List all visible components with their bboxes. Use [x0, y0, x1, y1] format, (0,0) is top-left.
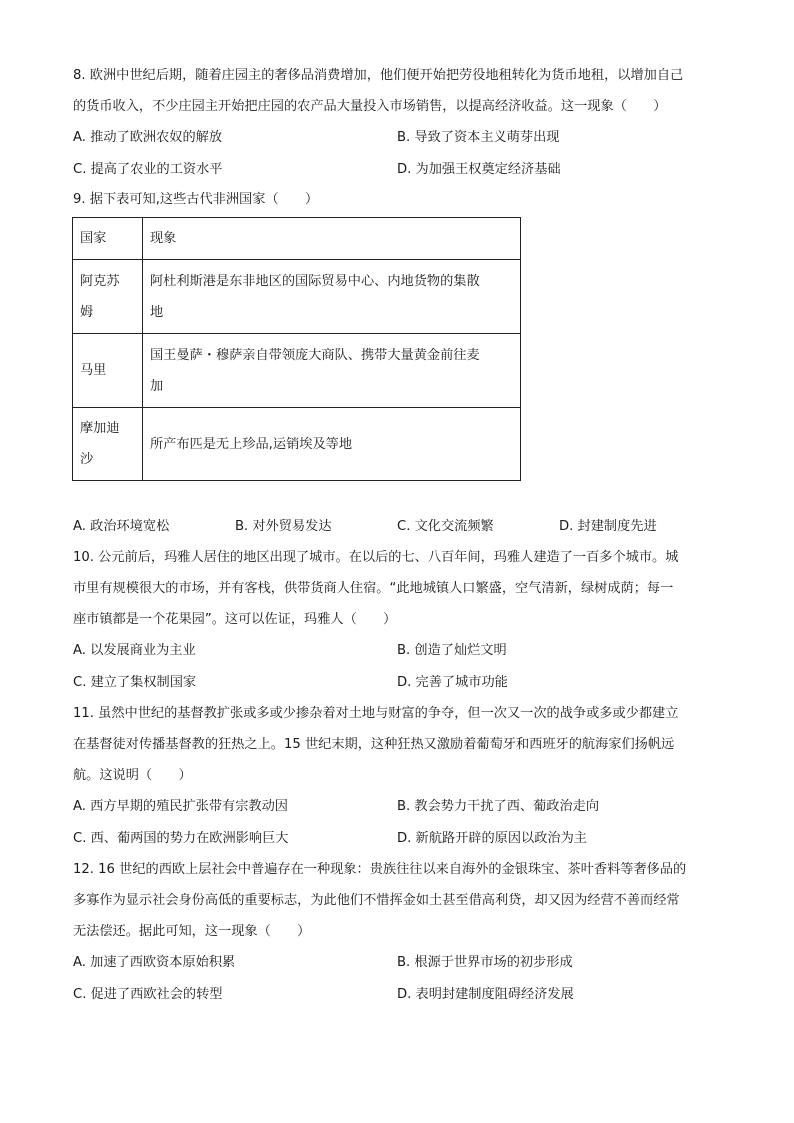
q12-stem-line1: 12. 16 世纪的西欧上层社会中普遍存在一种现象：贵族往往以来自海外的金银珠宝、茶叶香料等奢侈品的 — [73, 862, 687, 877]
table-header-phenomenon: 现象 — [143, 218, 521, 260]
q10-option-d: D. 完善了城市功能 — [397, 675, 508, 690]
table-cell-description — [143, 408, 521, 481]
q11-stem-line3: 航。这说明（ ） — [73, 768, 192, 783]
q10-option-b: B. 创造了灿烂文明 — [397, 643, 507, 658]
country-line: 摩加迪 — [80, 421, 120, 436]
q9-option-c: C. 文化交流频繁 — [397, 519, 494, 534]
q10-stem-line1: 10. 公元前后，玛雅人居住的地区出现了城市。在以后的七、八百年间，玛雅人建造了一百多个城市。城 — [73, 550, 679, 565]
table-row — [73, 260, 521, 334]
q12-stem-line2: 多寡作为显示社会身份高低的重要标志，为此他们不惜挥金如土甚至借高利贷，却又因为经营不善而经常 — [73, 893, 680, 908]
country-line: 沙 — [80, 452, 94, 467]
q11-stem-line1: 11. 虽然中世纪的基督教扩张或多或少掺杂着对土地与财富的争夺，但一次又一次的战争或多或少都建立 — [73, 706, 679, 721]
q9-stem: 9. 据下表可知,这些古代非洲国家（ ） — [73, 192, 319, 207]
description-line: 阿杜利斯港是东非地区的国际贸易中心、内地货物的集散 — [150, 273, 480, 289]
description-line: 国王曼萨・穆萨亲自带领庞大商队、携带大量黄金前往麦 — [150, 347, 480, 363]
country-line: 阿克苏 — [80, 273, 120, 289]
description-line: 地 — [150, 304, 164, 320]
table-header-row — [73, 218, 521, 260]
table-row — [73, 334, 521, 408]
q10-option-a: A. 以发展商业为主业 — [73, 643, 196, 658]
q9-table — [72, 217, 521, 481]
table-cell-description — [143, 260, 521, 334]
q9-option-b: B. 对外贸易发达 — [235, 519, 332, 534]
table-header-country: 国家 — [73, 218, 143, 260]
q8-stem-line1: 8. 欧洲中世纪后期，随着庄园主的奢侈品消费增加，他们便开始把劳役地租转化为货币地租，以增加自己 — [73, 68, 684, 83]
q11-option-c: C. 西、葡两国的势力在欧洲影响巨大 — [73, 831, 289, 846]
table-cell-country — [73, 408, 143, 481]
description-line: 加 — [150, 378, 164, 394]
q8-option-a: A. 推动了欧洲农奴的解放 — [73, 130, 223, 145]
q10-stem-line2: 市里有规模很大的市场，并有客栈，供带货商人住宿。“此地城镇人口繁盛，空气清新，绿树成荫；每一 — [73, 581, 674, 596]
q9-option-d: D. 封建制度先进 — [559, 519, 657, 534]
q12-stem-line3: 无法偿还。据此可知，这一现象（ ） — [73, 924, 311, 939]
table-cell-country — [73, 334, 143, 408]
table-cell-country — [73, 260, 143, 334]
q11-stem-line2: 在基督徒对传播基督教的狂热之上。15 世纪末期，这种狂热又激励着葡萄牙和西班牙的航海家们扬帆远 — [73, 737, 675, 752]
q11-option-d: D. 新航路开辟的原因以政治为主 — [397, 831, 587, 846]
q12-option-d: D. 表明封建制度阻碍经济发展 — [397, 987, 574, 1002]
q10-stem-line3: 座市镇都是一个花果园”。这可以佐证，玛雅人（ ） — [73, 612, 397, 627]
q12-option-a: A. 加速了西欧资本原始积累 — [73, 955, 236, 970]
q8-option-c: C. 提高了农业的工资水平 — [73, 162, 223, 177]
q8-option-d: D. 为加强王权奠定经济基础 — [397, 162, 561, 177]
q11-option-a: A. 西方早期的殖民扩张带有宗教动因 — [73, 799, 288, 814]
q9-option-a: A. 政治环境宽松 — [73, 519, 170, 534]
q10-option-c: C. 建立了集权制国家 — [73, 675, 197, 690]
q8-stem-line2: 的货币收入，不少庄园主开始把庄园的农产品大量投入市场销售，以提高经济收益。这一现象（ ） — [73, 99, 667, 114]
table-row — [73, 408, 521, 481]
q8-option-b: B. 导致了资本主义萌芽出现 — [397, 130, 560, 145]
description-line: 所产布匹是无上珍品,运销埃及等地 — [150, 436, 353, 452]
country-line: 马里 — [80, 363, 107, 378]
country-line: 姆 — [80, 304, 94, 320]
q11-option-b: B. 教会势力干扰了西、葡政治走向 — [397, 799, 600, 814]
q12-option-c: C. 促进了西欧社会的转型 — [73, 987, 223, 1002]
q12-option-b: B. 根源于世界市场的初步形成 — [397, 955, 573, 970]
table-cell-description — [143, 334, 521, 408]
